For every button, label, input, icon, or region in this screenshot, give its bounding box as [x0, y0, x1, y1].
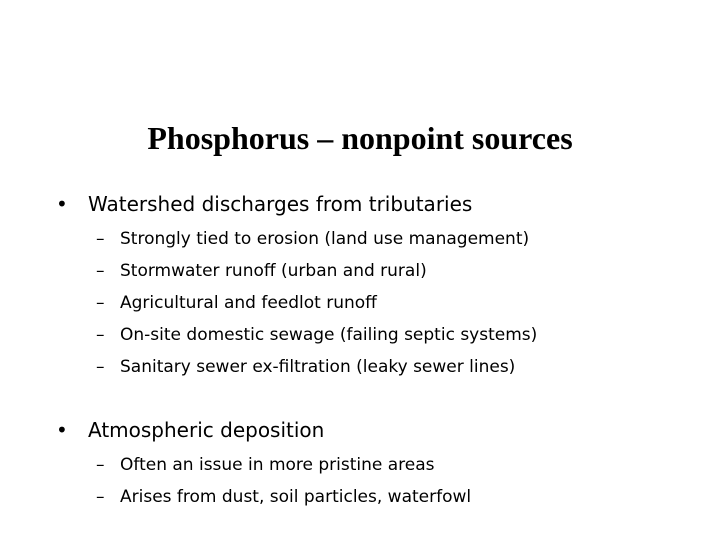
sub-item	[96, 351, 537, 383]
sub-item-text: On-site domestic sewage (failing septic systems)	[120, 325, 538, 345]
sub-item-text: Agricultural and feedlot runoff	[120, 293, 377, 313]
dash-marker: –	[96, 357, 105, 377]
slide-title: Phosphorus – nonpoint sources	[147, 120, 573, 156]
sub-item-text: Strongly tied to erosion (land use management)	[120, 229, 530, 249]
sub-item	[96, 287, 537, 319]
dash-marker: –	[96, 487, 105, 507]
sub-item-text: Sanitary sewer ex-filtration (leaky sewer lines)	[120, 357, 516, 377]
dash-marker: –	[96, 455, 105, 475]
sub-item-text: Often an issue in more pristine areas	[120, 455, 435, 475]
dash-marker: –	[96, 261, 105, 281]
dash-marker: –	[96, 229, 105, 249]
dash-marker: –	[96, 325, 105, 345]
bullet-marker: •	[56, 418, 68, 442]
sub-item	[96, 481, 471, 513]
sub-list	[96, 449, 471, 513]
bullet-item	[56, 190, 472, 218]
sub-item	[96, 449, 471, 481]
sub-list	[96, 223, 537, 383]
dash-marker: –	[96, 293, 105, 313]
sub-item	[96, 255, 537, 287]
bullet-text: Watershed discharges from tributaries	[88, 192, 473, 216]
sub-item-text: Stormwater runoff (urban and rural)	[120, 261, 427, 281]
sub-item-text: Arises from dust, soil particles, waterfowl	[120, 487, 472, 507]
bullet-marker: •	[56, 192, 68, 216]
bullet-text: Atmospheric deposition	[88, 418, 325, 442]
sub-item	[96, 223, 537, 255]
sub-item	[96, 319, 537, 351]
bullet-item	[56, 416, 324, 444]
